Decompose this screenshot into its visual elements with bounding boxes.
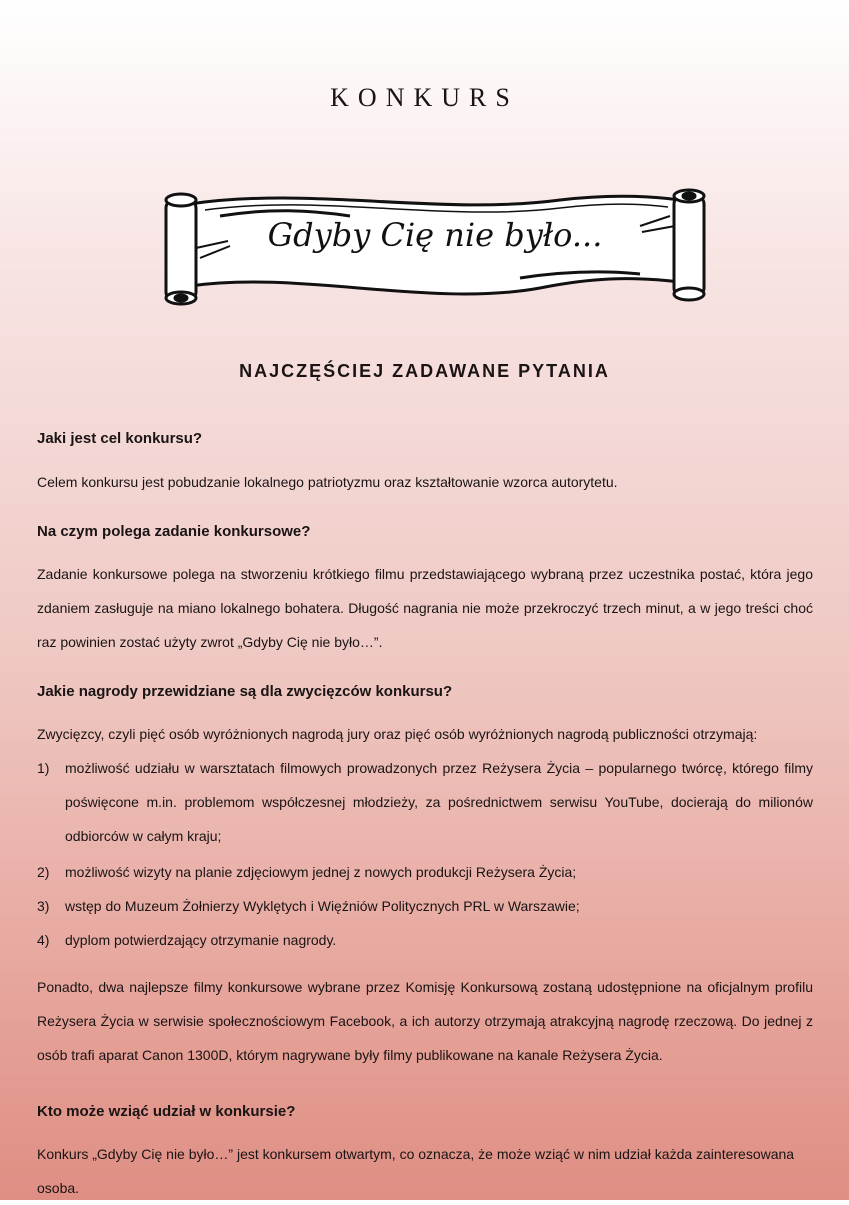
question-prizes: Jakie nagrody przewidziane są dla zwycięzców konkursu? — [37, 683, 453, 700]
list-item-text: dyplom potwierdzający otrzymanie nagrody. — [65, 932, 337, 948]
answer-eligibility: Konkurs „Gdyby Cię nie było…” jest konkursem otwartym, co oznacza, że może wziąć w nim udział każda zainteresowana osoba. — [37, 1146, 795, 1196]
question-eligibility: Kto może wziąć udział w konkursie? — [37, 1103, 296, 1120]
banner-text: Gdyby Cię nie było... — [267, 216, 603, 254]
page-title: KONKURS — [330, 83, 519, 112]
list-item-number: 2) — [37, 864, 50, 880]
prizes-extra: Ponadto, dwa najlepsze filmy konkursowe wybrane przez Komisję Konkursową zostaną udostępnione na oficjalnym profilu Reżysera Życia w serwisie społecznościowym Facebook, a ich autorzy otrzymają atrakcyjną nagrodę rzeczową. Do jednej z osób trafi aparat Canon 1300D, którym nagrywane były filmy publikowane na kanale Reżysera Życia. — [37, 979, 813, 1063]
answer-goal: Celem konkursu jest pobudzanie lokalnego patriotyzmu oraz kształtowanie wzorca autorytetu. — [37, 474, 618, 490]
list-item-text: możliwość wizyty na planie zdjęciowym jednej z nowych produkcji Reżysera Życia; — [65, 864, 577, 880]
list-item-text: możliwość udziału w warsztatach filmowych prowadzonych przez Reżysera Życia – popularnego twórcę, którego filmy poświęcone m.in. problemom współczesnej młodzieży, za pośrednictwem serwisu YouTube, docierają do milionów odbiorców w całym kraju; — [65, 760, 813, 844]
list-item-number: 1) — [37, 760, 50, 776]
question-goal: Jaki jest cel konkursu? — [37, 430, 203, 447]
answer-task: Zadanie konkursowe polega na stworzeniu krótkiego filmu przedstawiającego wybraną przez uczestnika postać, która jego zdaniem zasługuje na miano lokalnego bohatera. Długość nagrania nie może przekroczyć trzech minut, a w jego treści choć raz powinien zostać użyty zwrot „Gdyby Cię nie było…”. — [37, 566, 813, 650]
scroll-banner — [160, 186, 710, 308]
list-item — [37, 751, 813, 853]
list-item — [37, 855, 813, 889]
prizes-intro: Zwycięzcy, czyli pięć osób wyróżnionych nagrodą jury oraz pięć osób wyróżnionych nagrodą publiczności otrzymają: — [37, 726, 758, 742]
faq-heading: NAJCZĘŚCIEJ ZADAWANE PYTANIA — [239, 361, 610, 381]
list-item — [37, 889, 813, 923]
list-item-text: wstęp do Muzeum Żołnierzy Wyklętych i Więźniów Politycznych PRL w Warszawie; — [65, 898, 580, 914]
question-task: Na czym polega zadanie konkursowe? — [37, 523, 311, 540]
list-item-number: 4) — [37, 932, 50, 948]
list-item — [37, 923, 813, 957]
list-item-number: 3) — [37, 898, 50, 914]
